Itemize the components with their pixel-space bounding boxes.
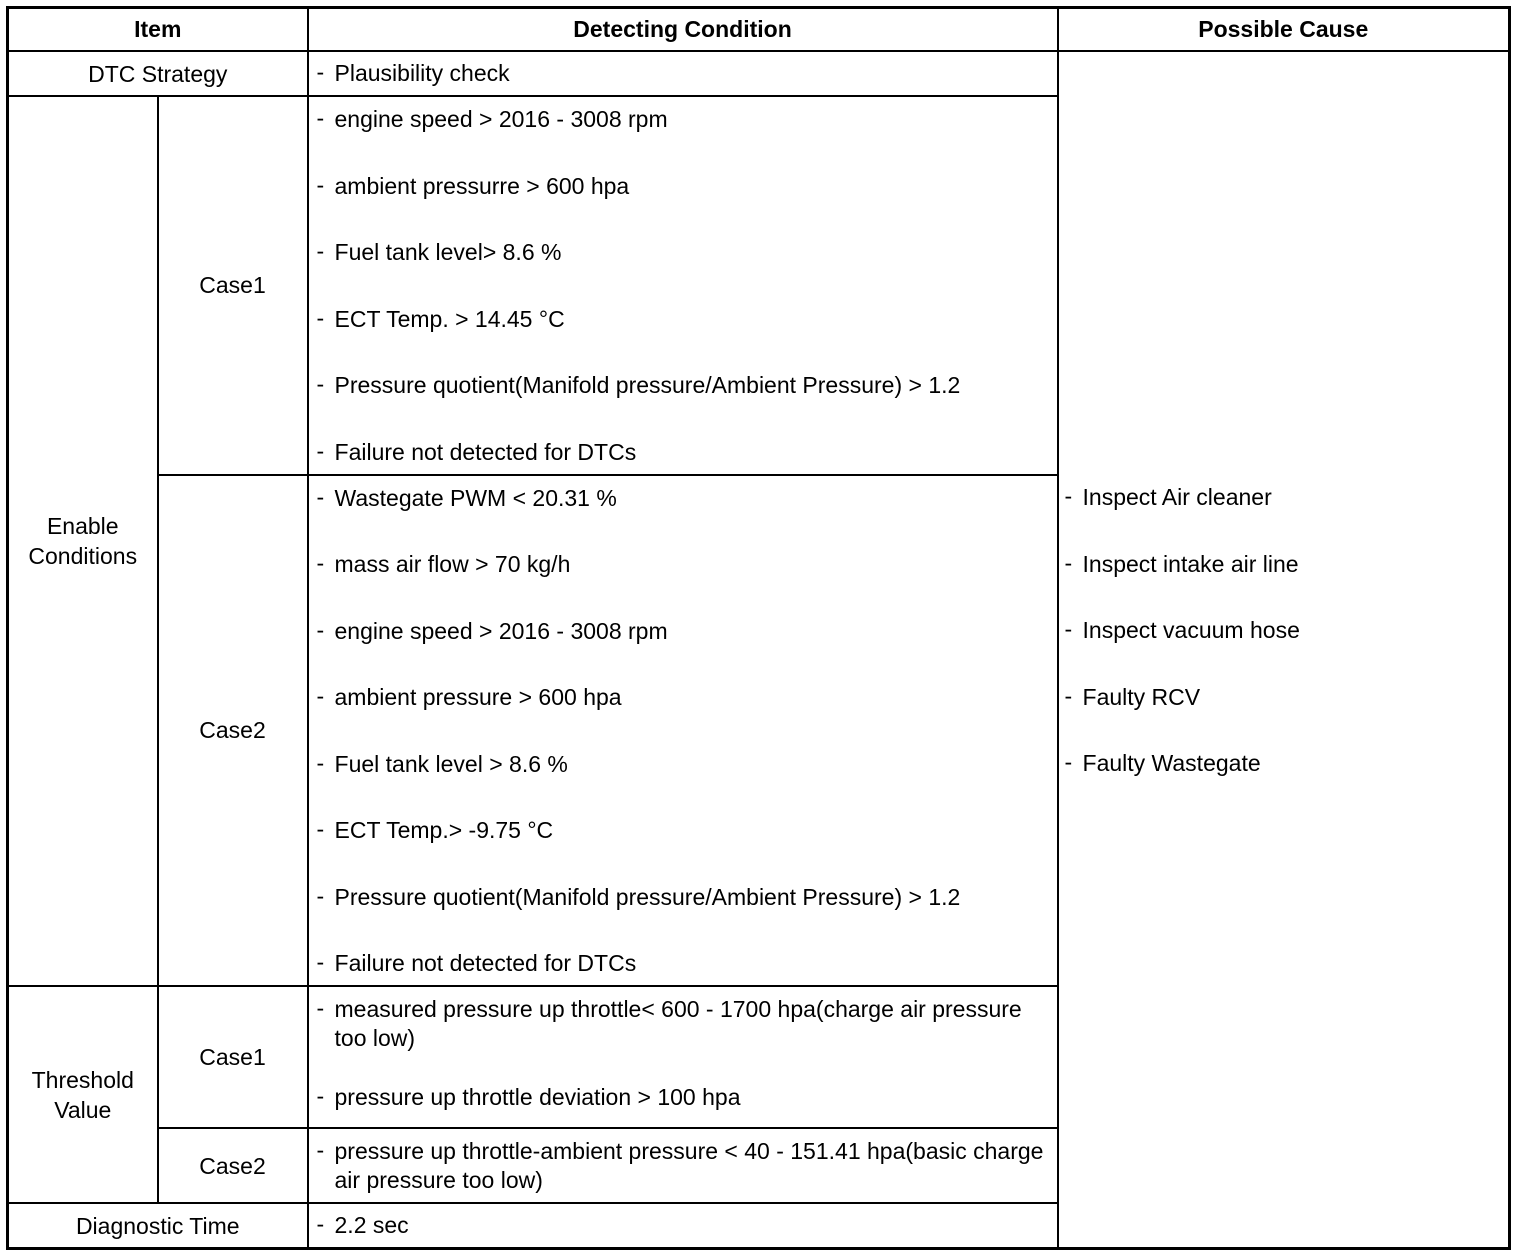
header-item: Item [8,8,308,52]
header-possible-cause: Possible Cause [1058,8,1510,52]
threshold-case1-conditions [308,986,1058,1128]
condition-item: - engine speed > 2016 - 3008 rpm [316,105,668,132]
condition-item: - pressure up throttle-ambient pressure < 40 - 151.41 hpa(basic charge air pressure too low) [316,1136,1044,1193]
condition-item: - mass air flow > 70 kg/h [316,550,571,577]
enable-case1-conditions [308,96,1058,475]
enable-case2-label: Case2 [158,475,308,987]
condition-text: 2.2 sec [334,1212,409,1238]
enable-case1-label: Case1 [158,96,308,475]
threshold-case2-label: Case2 [158,1128,308,1203]
condition-text: Plausibility check [334,60,510,86]
header-row [8,8,1510,52]
condition-item: - Fuel tank level > 8.6 % [316,749,568,777]
header-detecting-condition: Detecting Condition [308,8,1058,52]
condition-item: - Pressure quotient(Manifold pressure/Ambient Pressure) > 1.2 [316,371,961,398]
threshold-value-label: Threshold Value [8,986,158,1203]
threshold-case1-label: Case1 [158,986,308,1128]
condition-item: - ECT Temp. > 14.45 °C [316,304,565,332]
condition-item: - Wastegate PWM < 20.31 % [316,483,617,511]
condition-item: - pressure up throttle deviation > 100 hpa [316,1083,741,1110]
condition-item: - Failure not detected for DTCs [316,437,637,465]
cause-item: - Faulty RCV [1064,682,1201,710]
cause-item: - Inspect intake air line [1064,549,1299,577]
possible-cause-list [1059,483,1509,816]
cause-item: - Faulty Wastegate [1064,749,1261,776]
condition-item: - ambient pressure > 600 hpa [316,683,622,710]
cause-item: - Inspect Air cleaner [1064,483,1272,510]
dtc-strategy-condition: - Plausibility check [308,51,1058,96]
condition-item: - ECT Temp.> -9.75 °C [316,816,554,843]
condition-item: - Failure not detected for DTCs [316,949,637,976]
condition-item: - Fuel tank level> 8.6 % [316,238,562,265]
condition-item: - ambient pressurre > 600 hpa [316,171,630,199]
condition-item: - measured pressure up throttle< 600 - 1700 hpa(charge air pressure too low) [316,995,1022,1051]
cause-item: - Inspect vacuum hose [1064,616,1300,643]
threshold-case2-conditions [308,1128,1058,1203]
enable-conditions-label: Enable Conditions [8,96,158,986]
enable-case2-conditions [308,475,1058,987]
diagnostic-time-condition: - 2.2 sec [308,1203,1058,1248]
diagnostic-time-label: Diagnostic Time [8,1203,308,1248]
condition-item: - Pressure quotient(Manifold pressure/Ambient Pressure) > 1.2 [316,882,961,910]
dtc-strategy-label: DTC Strategy [8,51,308,96]
possible-cause-cell [1058,51,1510,1248]
dtc-spec-table [6,6,1511,1250]
dtc-strategy-row [8,51,1510,96]
condition-item: - engine speed > 2016 - 3008 rpm [316,616,668,644]
